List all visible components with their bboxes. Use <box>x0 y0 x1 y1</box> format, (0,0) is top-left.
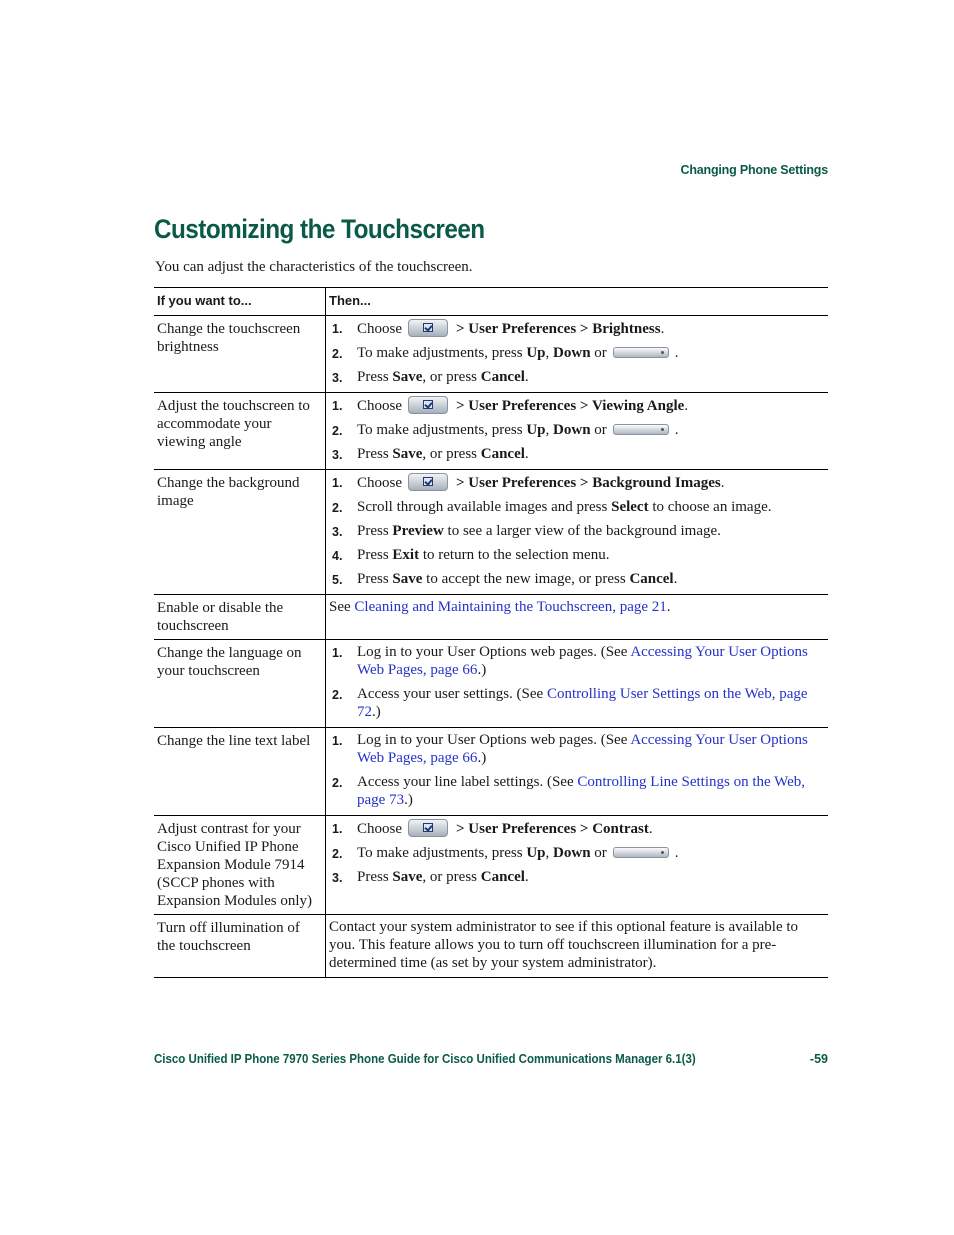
settings-button-icon <box>408 396 448 414</box>
row-want: Enable or disable the touchscreen <box>154 595 326 640</box>
table-row-illumination <box>154 915 828 978</box>
row-want: Change the background image <box>154 470 326 595</box>
link-user-options-pages[interactable]: Accessing Your User Options Web Pages, page 66 <box>357 644 808 678</box>
step-item: 2. To make adjustments, press Up, Down or . <box>332 845 679 861</box>
settings-button-icon <box>408 319 448 337</box>
step-item: 3. Press Preview to see a larger view of the background image. <box>332 523 721 539</box>
step-item: 5. Press Save to accept the new image, or press Cancel. <box>332 571 678 587</box>
row-want: Adjust contrast for your Cisco Unified IP Phone Expansion Module 7914 (SCCP phones with Expansion Modules only) <box>154 816 326 915</box>
step-item: 4. Press Exit to return to the selection menu. <box>332 547 610 563</box>
step-item: 1. Log in to your User Options web pages. (See Accessing Your User Options Web Pages, page 66.) <box>332 732 808 766</box>
row-want: Change the line text label <box>154 728 326 816</box>
row-steps <box>326 316 829 393</box>
footer-title: Cisco Unified IP Phone 7970 Series Phone Guide for Cisco Unified Communications Manager 6.1(3) <box>154 1052 696 1066</box>
page-title: Customizing the Touchscreen <box>154 214 485 244</box>
table-row-background-image <box>154 470 828 595</box>
step-item: 3. Press Save, or press Cancel. <box>332 369 529 385</box>
table-row-contrast <box>154 816 828 915</box>
row-want: Adjust the touchscreen to accommodate your viewing angle <box>154 393 326 470</box>
settings-button-icon <box>408 819 448 837</box>
row-steps <box>326 393 829 470</box>
step-item: 1. Choose > User Preferences > Contrast. <box>332 821 653 837</box>
row-text: Contact your system administrator to see if this optional feature is available to you. This feature allows you to turn off touchscreen illumination for a pre-determined time (as set by your system administrator). <box>326 915 829 978</box>
row-steps <box>326 816 829 915</box>
table-header-row <box>154 288 828 316</box>
step-item: 3. Press Save, or press Cancel. <box>332 446 529 462</box>
page-number: -59 <box>809 1052 828 1066</box>
step-item: 2. Scroll through available images and press Select to choose an image. <box>332 499 772 515</box>
row-steps: See Cleaning and Maintaining the Touchscreen, page 21. <box>326 595 829 640</box>
link-controlling-line-settings[interactable]: Controlling Line Settings on the Web, page 73 <box>357 774 806 808</box>
step-item: 3. Press Save, or press Cancel. <box>332 869 529 885</box>
row-want: Change the touchscreen brightness <box>154 316 326 393</box>
intro-text: You can adjust the characteristics of the touchscreen. <box>155 259 473 275</box>
table-row-language <box>154 640 828 728</box>
table-row-viewing-angle <box>154 393 828 470</box>
step-item: 1. Log in to your User Options web pages. (See Accessing Your User Options Web Pages, page 66.) <box>332 644 808 678</box>
step-item: 2. Access your user settings. (See Controlling User Settings on the Web, page 72.) <box>332 686 808 720</box>
row-want: Turn off illumination of the touchscreen <box>154 915 326 978</box>
step-item: 2. To make adjustments, press Up, Down or . <box>332 422 679 438</box>
row-steps <box>326 728 829 816</box>
table-row-brightness <box>154 316 828 393</box>
link-controlling-user-settings[interactable]: Controlling User Settings on the Web, page 72 <box>357 686 808 720</box>
slider-button-icon <box>613 347 669 358</box>
row-steps <box>326 640 829 728</box>
row-want: Change the language on your touchscreen <box>154 640 326 728</box>
step-item: 1. Choose > User Preferences > Viewing Angle. <box>332 398 689 414</box>
slider-button-icon <box>613 424 669 435</box>
row-steps <box>326 470 829 595</box>
slider-button-icon <box>613 847 669 858</box>
link-cleaning-touchscreen[interactable]: Cleaning and Maintaining the Touchscreen, page 21 <box>354 599 667 615</box>
step-item: 2. Access your line label settings. (See Controlling Line Settings on the Web, page 73.) <box>332 774 806 808</box>
column-header-want: If you want to... <box>154 288 326 316</box>
column-header-then: Then... <box>326 288 829 316</box>
step-item: 2. To make adjustments, press Up, Down or . <box>332 345 679 361</box>
table-row-enable-disable <box>154 595 828 640</box>
step-item: 1. Choose > User Preferences > Background Images. <box>332 475 725 491</box>
table-row-line-label <box>154 728 828 816</box>
link-user-options-pages[interactable]: Accessing Your User Options Web Pages, page 66 <box>357 732 808 766</box>
settings-button-icon <box>408 473 448 491</box>
settings-table <box>154 287 828 978</box>
running-header: Changing Phone Settings <box>680 163 828 177</box>
step-item: 1. Choose > User Preferences > Brightness. <box>332 321 665 337</box>
